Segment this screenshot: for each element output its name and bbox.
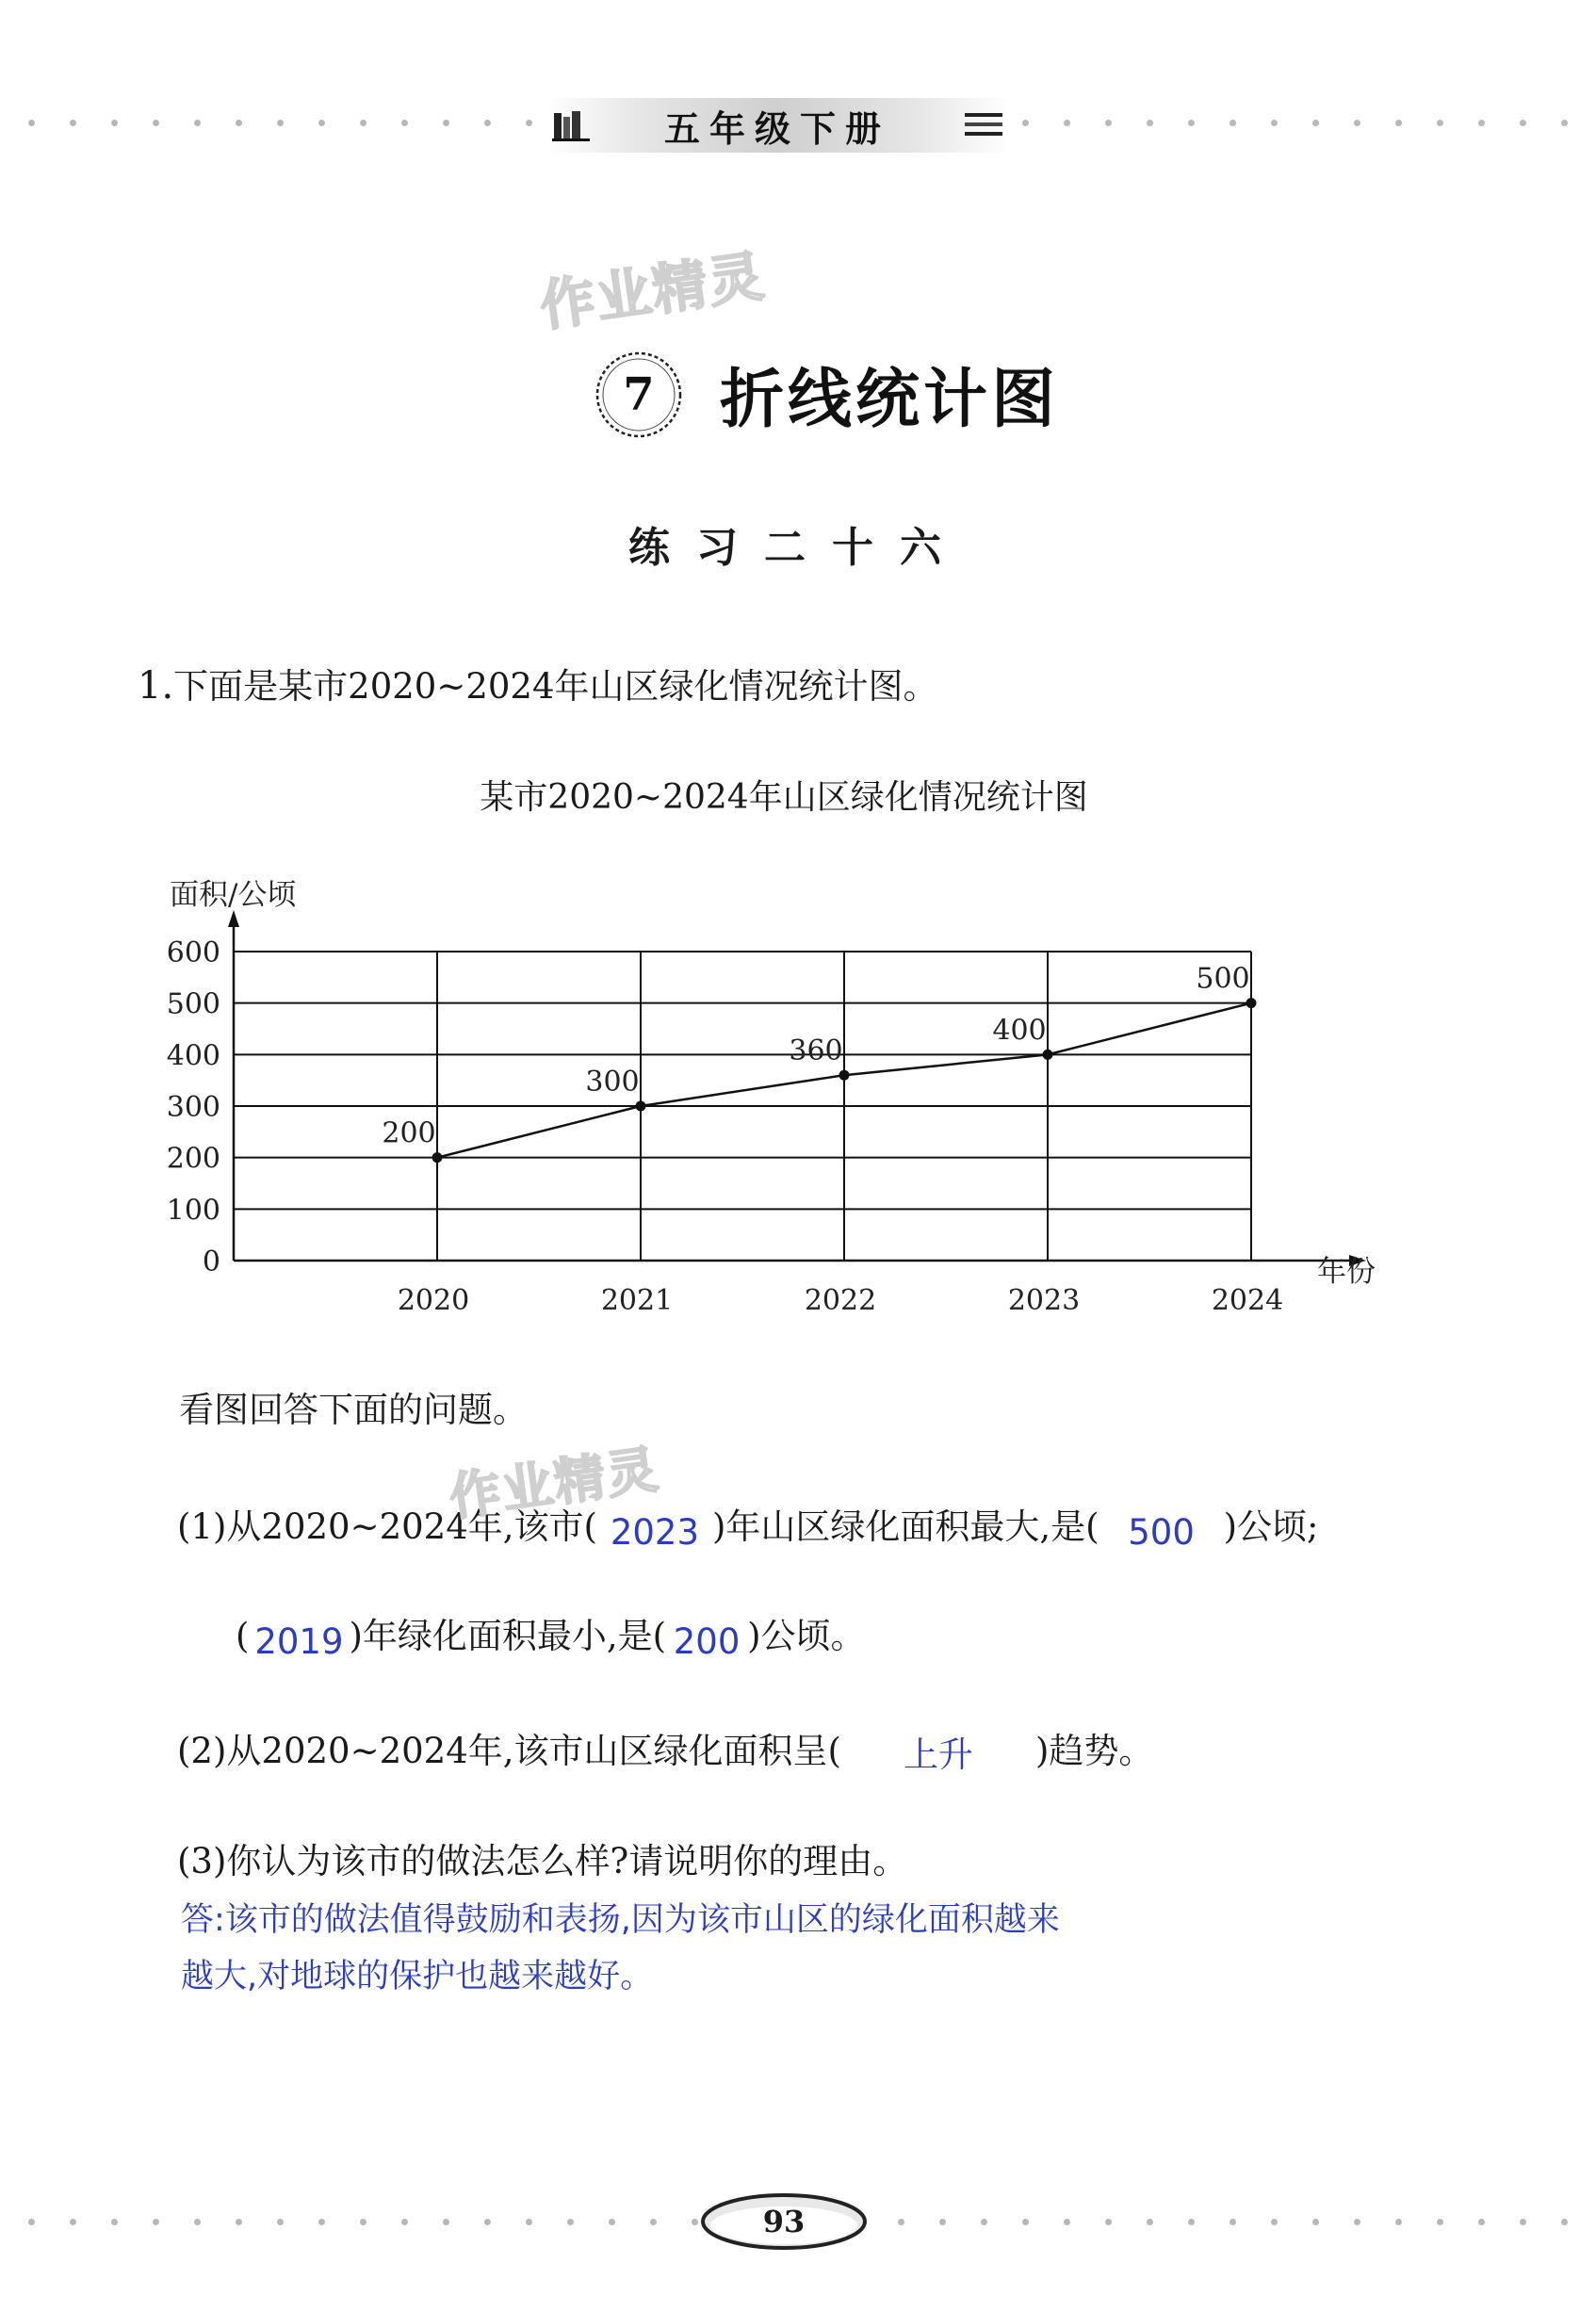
rule-dot — [360, 2219, 366, 2225]
data-label: 400 — [992, 1014, 1047, 1048]
y-axis-label: 面积/公顷 — [170, 878, 297, 912]
sub1-text-e: )年绿化面积最小,是( — [349, 1616, 667, 1656]
rule-dot — [277, 2219, 284, 2225]
data-label: 300 — [585, 1066, 640, 1099]
rule-dot — [1312, 120, 1319, 126]
sub1-text-f: )公顷。 — [747, 1616, 866, 1656]
x-tick-label: 2023 — [1007, 1284, 1081, 1317]
rule-dot — [153, 120, 159, 126]
rule-dot — [609, 2219, 615, 2225]
y-tick-label: 400 — [166, 1039, 220, 1073]
header-banner — [546, 98, 1008, 153]
y-tick-label: 0 — [202, 1246, 220, 1278]
sub-question-2 — [177, 1722, 1153, 1773]
y-tick-label: 300 — [166, 1091, 220, 1124]
rule-dot — [650, 2219, 657, 2225]
question-text: 下面是某市2020~2024年山区绿化情况统计图。 — [173, 666, 938, 707]
rule-dot — [111, 2219, 118, 2225]
rule-dot — [1271, 2219, 1278, 2225]
answer-trend: 上升 — [903, 1734, 973, 1775]
rule-dot — [898, 2219, 904, 2225]
data-point — [1043, 1050, 1053, 1060]
rule-dot — [1478, 2219, 1485, 2225]
rule-dot — [153, 2219, 159, 2225]
answer-max-year: 2023 — [610, 1512, 700, 1553]
rule-dot — [1478, 120, 1485, 126]
rule-dot — [401, 2219, 408, 2225]
rule-dot — [1230, 2219, 1236, 2225]
rule-dot — [111, 120, 118, 126]
chart-x-ticks — [398, 1284, 1283, 1317]
y-tick-label: 600 — [166, 936, 220, 969]
rule-dot — [1312, 2219, 1319, 2225]
data-label: 500 — [1196, 962, 1250, 996]
answer-max-area: 500 — [1128, 1512, 1195, 1553]
exercise-title: 练习二十六 — [628, 524, 968, 572]
sub-question-1-line-2 — [236, 1607, 866, 1662]
rule-dot — [1105, 2219, 1112, 2225]
rule-dot — [1561, 120, 1568, 126]
rule-dot — [318, 2219, 325, 2225]
x-tick-label: 2021 — [600, 1284, 674, 1317]
rule-dot — [277, 120, 284, 126]
rule-dot — [28, 120, 35, 126]
rule-dot — [1271, 120, 1278, 126]
y-tick-label: 200 — [166, 1142, 220, 1176]
data-point — [1246, 998, 1257, 1008]
sub1-text-b: )年山区绿化面积最大,是( — [711, 1506, 1099, 1547]
rule-dot — [1561, 2219, 1568, 2225]
data-point — [839, 1070, 850, 1081]
answer-line-1: 答:该市的做法值得鼓励和表扬,因为该市山区的绿化面积越来 — [181, 1901, 1060, 1939]
chart-y-ticks — [167, 936, 220, 1278]
rule-dot — [1520, 120, 1526, 126]
rule-dot — [194, 120, 201, 126]
rule-dot — [1188, 2219, 1195, 2225]
rule-dot — [1064, 2219, 1070, 2225]
rule-dot — [1022, 120, 1029, 126]
watermark-2: 作业精灵 — [446, 1439, 663, 1528]
rule-dot — [484, 2219, 491, 2225]
x-axis-label: 年份 — [1317, 1255, 1376, 1289]
data-point — [636, 1101, 646, 1112]
rule-dot — [1064, 120, 1070, 126]
x-tick-label: 2022 — [804, 1284, 877, 1317]
sub-question-3: (3)你认为该市的做法怎么样?请说明你的理由。 — [177, 1841, 908, 1881]
answer-min-area: 200 — [673, 1621, 741, 1662]
rule-dot — [1230, 120, 1236, 126]
rule-dot — [236, 120, 242, 126]
rule-dot — [70, 2219, 76, 2225]
rule-dot — [692, 2219, 698, 2225]
x-tick-label: 2020 — [397, 1284, 470, 1317]
data-label: 200 — [382, 1116, 436, 1150]
line-chart — [151, 867, 1394, 1319]
y-axis-arrow — [228, 910, 239, 927]
sub-question-1-line-1 — [177, 1498, 1319, 1553]
chapter-number: 7 — [623, 367, 655, 421]
sub2-text-a: (2)从2020~2024年,该市山区绿化面积呈( — [177, 1731, 841, 1771]
chart-title: 某市2020~2024年山区绿化情况统计图 — [480, 778, 1088, 817]
rule-dot — [1395, 120, 1402, 126]
sub2-text-b: )趋势。 — [1034, 1731, 1154, 1771]
rule-dot — [526, 120, 532, 126]
answer-line-2: 越大,对地球的保护也越来越好。 — [181, 1958, 654, 1995]
sub1-text-c: )公顷; — [1223, 1506, 1319, 1547]
chapter-heading — [594, 349, 1059, 440]
rule-dot — [1022, 2219, 1029, 2225]
chart-grid — [234, 952, 1251, 1261]
sub1-text-d: ( — [236, 1616, 250, 1656]
rule-dot — [981, 2219, 987, 2225]
rule-dot — [1354, 120, 1360, 126]
rule-dot — [526, 2219, 532, 2225]
rule-dot — [194, 2219, 201, 2225]
chart-data-labels — [382, 963, 1249, 1150]
rule-dot — [1520, 2219, 1526, 2225]
y-tick-label: 100 — [166, 1194, 220, 1228]
x-tick-label: 2024 — [1211, 1284, 1284, 1317]
question-number: 1. — [138, 664, 174, 708]
rule-dot — [1354, 2219, 1360, 2225]
rule-dot — [1395, 2219, 1402, 2225]
question-1-prompt — [138, 658, 938, 708]
header-title: 五年级下册 — [663, 107, 890, 150]
rule-dot — [401, 120, 408, 126]
rule-dot — [360, 120, 366, 126]
rule-dot — [484, 120, 491, 126]
rule-dot — [939, 2219, 946, 2225]
chapter-number-badge — [594, 350, 684, 440]
sub1-text-a: (1)从2020~2024年,该市( — [177, 1506, 597, 1547]
rule-dot — [443, 120, 449, 126]
rule-dot — [1188, 120, 1195, 126]
rule-dot — [28, 2219, 35, 2225]
answer-min-year: 2019 — [254, 1621, 344, 1662]
watermark: 作业精灵 — [536, 243, 770, 339]
rule-dot — [318, 120, 325, 126]
rule-dot — [1147, 120, 1153, 126]
rule-dot — [1105, 120, 1112, 126]
rule-dot — [1147, 2219, 1153, 2225]
rule-dot — [1437, 120, 1443, 126]
instruction: 看图回答下面的问题。 — [179, 1390, 528, 1430]
rule-dot — [1437, 2219, 1443, 2225]
decorative-lines-icon — [965, 111, 1002, 139]
books-icon — [552, 107, 590, 141]
chapter-title: 折线统计图 — [720, 363, 1060, 437]
rule-dot — [443, 2219, 449, 2225]
data-point — [432, 1152, 443, 1163]
rule-dot — [70, 120, 76, 126]
rule-dot — [567, 2219, 574, 2225]
data-label: 360 — [789, 1034, 843, 1068]
y-tick-label: 500 — [166, 987, 220, 1021]
rule-dot — [236, 2219, 242, 2225]
page-number: 93 — [762, 2204, 806, 2239]
page-number-badge — [699, 2191, 869, 2252]
